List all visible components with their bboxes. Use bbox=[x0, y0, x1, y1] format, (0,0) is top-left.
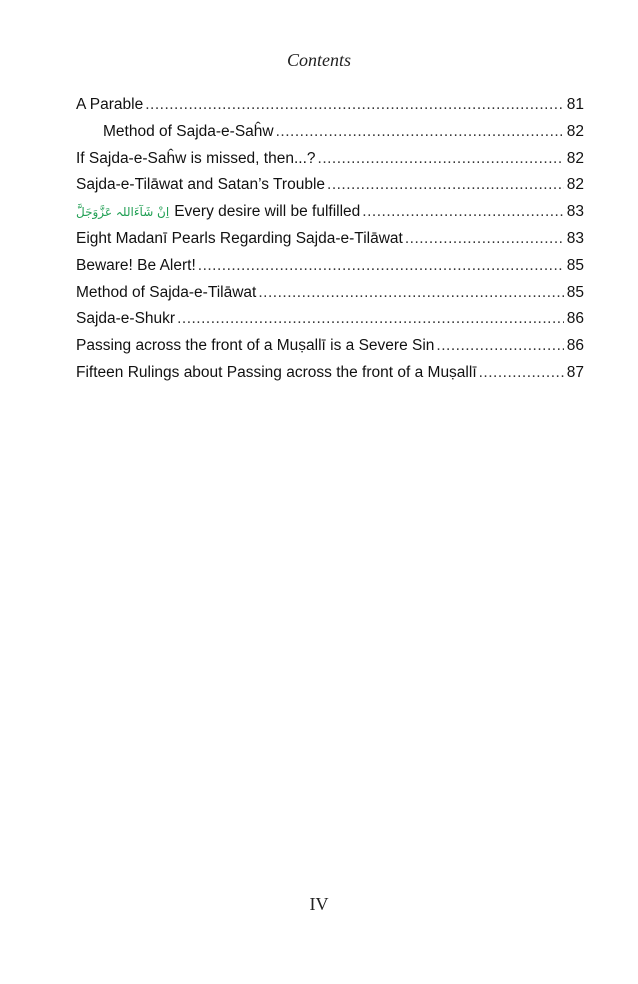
page-number: IV bbox=[309, 894, 329, 914]
arabic-phrase: اِنْ شَآءَاللہ عَزَّوَجَلَّ bbox=[76, 205, 170, 220]
dot-leader bbox=[276, 119, 564, 146]
toc-entry-page: 85 bbox=[566, 283, 584, 301]
dot-leader bbox=[479, 360, 564, 387]
toc-entry[interactable] bbox=[76, 253, 584, 280]
toc-entry-title: Every desire will be fulfilled bbox=[174, 203, 361, 221]
toc-entry-page: 86 bbox=[566, 310, 584, 328]
page-header-title: Contents bbox=[286, 50, 351, 70]
toc-entry-title: Sajda-e-Shukr bbox=[76, 310, 176, 328]
toc-entry-page: 87 bbox=[566, 363, 584, 381]
toc-entry-title: Passing across the front of a Muṣallī is a Severe Sin bbox=[76, 337, 435, 355]
toc-entry[interactable] bbox=[76, 333, 584, 360]
toc-entry-title: If Sajda-e-Saĥw is missed, then...? bbox=[76, 149, 316, 167]
toc-entry-page: 81 bbox=[566, 96, 584, 113]
dot-leader bbox=[327, 172, 564, 199]
toc-entry-title: Fifteen Rulings about Passing across the front of a Muṣallī bbox=[76, 363, 477, 381]
toc-entry[interactable] bbox=[76, 306, 584, 333]
toc-entry-title: Method of Sajda-e-Saĥw bbox=[103, 122, 274, 140]
table-of-contents bbox=[76, 92, 584, 387]
toc-entry[interactable] bbox=[76, 199, 584, 226]
toc-entry-page: 83 bbox=[566, 229, 584, 247]
toc-entry-title: Beware! Be Alert! bbox=[76, 256, 196, 274]
dot-leader bbox=[318, 146, 564, 173]
toc-entry[interactable] bbox=[76, 360, 584, 387]
dot-leader bbox=[362, 199, 563, 226]
toc-entry[interactable] bbox=[76, 280, 584, 307]
toc-entry-page: 86 bbox=[566, 337, 584, 355]
dot-leader bbox=[177, 306, 564, 333]
toc-entry[interactable] bbox=[76, 172, 584, 199]
dot-leader bbox=[405, 226, 564, 253]
toc-entry[interactable] bbox=[76, 226, 584, 253]
toc-entry-title: Sajda-e-Tilāwat and Satan’s Trouble bbox=[76, 176, 326, 194]
toc-entry-title-group bbox=[76, 199, 360, 226]
dot-leader bbox=[198, 253, 564, 280]
toc-entry-page: 82 bbox=[566, 149, 584, 167]
dot-leader bbox=[145, 92, 564, 119]
toc-entry-title: Eight Madanī Pearls Regarding Sajda-e-Tilāwat bbox=[76, 229, 403, 247]
toc-entry[interactable] bbox=[76, 146, 584, 173]
toc-entry[interactable] bbox=[76, 119, 584, 146]
toc-entry-title: A Parable bbox=[76, 96, 144, 113]
dot-leader bbox=[258, 280, 563, 307]
toc-entry-title: Method of Sajda-e-Tilāwat bbox=[76, 283, 257, 301]
toc-entry-page: 82 bbox=[566, 176, 584, 194]
toc-entry-page: 83 bbox=[566, 203, 584, 221]
toc-entry-page: 82 bbox=[566, 122, 584, 140]
toc-entry[interactable] bbox=[76, 92, 584, 119]
dot-leader bbox=[436, 333, 563, 360]
toc-entry-page: 85 bbox=[566, 256, 584, 274]
